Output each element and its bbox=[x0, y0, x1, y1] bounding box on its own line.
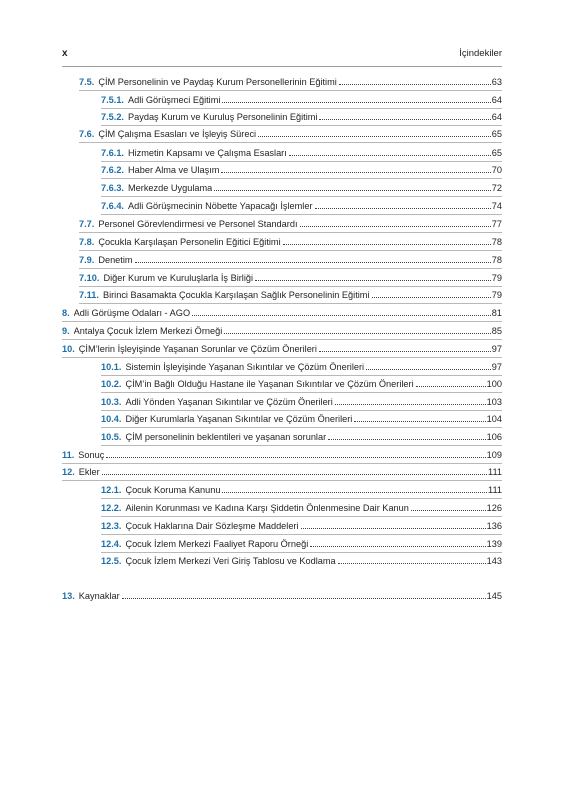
toc-entry[interactable] bbox=[101, 164, 502, 177]
toc-entry-number: 10. bbox=[62, 344, 75, 354]
toc-entry-number: 7.6.4. bbox=[101, 201, 124, 211]
toc-separator bbox=[101, 516, 502, 517]
toc-entry[interactable] bbox=[79, 272, 502, 285]
toc-entry-page: 65 bbox=[491, 148, 502, 158]
toc-entry-page: 106 bbox=[486, 432, 502, 442]
toc-separator bbox=[101, 410, 502, 411]
toc-separator bbox=[101, 427, 502, 428]
toc-entry[interactable] bbox=[101, 378, 502, 391]
toc-entry[interactable] bbox=[101, 431, 502, 444]
toc-entry-title: Antalya Çocuk İzlem Merkezi Örneği bbox=[73, 326, 223, 336]
toc-entry[interactable] bbox=[101, 538, 502, 551]
toc-entry-title: Çocuk Haklarına Dair Sözleşme Maddeleri bbox=[125, 521, 299, 531]
dot-leader bbox=[301, 528, 486, 529]
toc-entry-number: 12.3. bbox=[101, 521, 122, 531]
toc-entry-number: 7.8. bbox=[79, 237, 95, 247]
dot-leader bbox=[366, 369, 491, 370]
toc-entry-number: 12.2. bbox=[101, 503, 122, 513]
toc-entry[interactable] bbox=[79, 76, 502, 89]
toc-entry-number: 13. bbox=[62, 591, 75, 601]
dot-leader bbox=[335, 404, 486, 405]
toc-entry-title: Hizmetin Kapsamı ve Çalışma Esasları bbox=[128, 148, 287, 158]
toc-separator bbox=[101, 196, 502, 197]
dot-leader bbox=[214, 190, 491, 191]
toc-entry-number: 10.3. bbox=[101, 397, 122, 407]
toc-entry-page: 78 bbox=[491, 237, 502, 247]
toc-separator bbox=[62, 321, 502, 322]
toc-entry-number: 7.9. bbox=[79, 255, 95, 265]
dot-leader bbox=[354, 421, 485, 422]
toc-entry-number: 7.5.2. bbox=[101, 112, 124, 122]
toc-entry-number: 10.2. bbox=[101, 379, 122, 389]
toc-separator bbox=[62, 357, 502, 358]
toc-entry-number: 10.5. bbox=[101, 432, 122, 442]
toc-entry-number: 10.4. bbox=[101, 414, 122, 424]
toc-entry[interactable] bbox=[101, 111, 502, 124]
toc-entry[interactable] bbox=[101, 200, 502, 213]
dot-leader bbox=[289, 155, 491, 156]
toc-separator bbox=[101, 178, 502, 179]
toc-entry-number: 7.7. bbox=[79, 219, 95, 229]
toc-entry-title: ÇİM’in Bağlı Olduğu Hastane ile Yaşanan Sıkıntılar ve Çözüm Önerileri bbox=[125, 379, 414, 389]
toc-entry[interactable] bbox=[101, 396, 502, 409]
toc-separator bbox=[101, 108, 502, 109]
toc-separator bbox=[101, 534, 502, 535]
toc-entry-page: 81 bbox=[491, 308, 502, 318]
toc-entry-page: 78 bbox=[491, 255, 502, 265]
toc-entry[interactable] bbox=[62, 466, 502, 479]
toc-separator bbox=[79, 232, 502, 233]
dot-leader bbox=[315, 208, 491, 209]
toc-separator bbox=[79, 250, 502, 251]
toc-separator bbox=[101, 392, 502, 393]
dot-leader bbox=[106, 457, 485, 458]
toc-entry[interactable] bbox=[101, 502, 502, 515]
toc-entry-number: 7.6. bbox=[79, 129, 95, 139]
toc-entry[interactable] bbox=[101, 94, 502, 107]
toc-entry-number: 7.10. bbox=[79, 273, 100, 283]
toc-entry-page: 85 bbox=[491, 326, 502, 336]
toc-separator bbox=[79, 90, 502, 91]
toc-entry-page: 103 bbox=[486, 397, 502, 407]
toc-entry-title: ÇİM Personelinin ve Paydaş Kurum Personellerinin Eğitimi bbox=[98, 77, 337, 87]
toc-entry[interactable] bbox=[62, 325, 502, 338]
toc-entry-page: 145 bbox=[486, 591, 502, 601]
toc-entry-title: Kaynaklar bbox=[78, 591, 120, 601]
toc-entry-number: 11. bbox=[62, 450, 75, 460]
toc-entry-page: 65 bbox=[491, 129, 502, 139]
toc-entry-title: ÇİM Çalışma Esasları ve İşleyiş Süreci bbox=[98, 129, 257, 139]
toc-entry[interactable] bbox=[79, 236, 502, 249]
dot-leader bbox=[338, 563, 486, 564]
toc-entry-title: Personel Görevlendirmesi ve Personel Standardı bbox=[98, 219, 298, 229]
toc-entry-page: 139 bbox=[486, 539, 502, 549]
dot-leader bbox=[319, 351, 491, 352]
dot-leader bbox=[122, 598, 486, 599]
toc-entry-title: Paydaş Kurum ve Kuruluş Personelinin Eğitimi bbox=[128, 112, 318, 122]
toc-separator bbox=[101, 161, 502, 162]
toc-entry-title: Denetim bbox=[98, 255, 133, 265]
page-marker: x bbox=[62, 48, 68, 59]
toc-entry[interactable] bbox=[79, 289, 502, 302]
toc-entry-title: Adli Görüşmecinin Nöbette Yapacağı İşlemler bbox=[128, 201, 313, 211]
toc-entry-page: 111 bbox=[488, 467, 502, 477]
dot-leader bbox=[372, 297, 491, 298]
toc-entry-title: Diğer Kurum ve Kuruluşlarla İş Birliği bbox=[103, 273, 254, 283]
toc-entry-title: Ekler bbox=[78, 467, 100, 477]
toc-entry-title: Adli Yönden Yaşanan Sıkıntılar ve Çözüm Önerileri bbox=[125, 397, 333, 407]
section-title: İçindekiler bbox=[459, 48, 502, 59]
toc-entry[interactable] bbox=[101, 361, 502, 374]
dot-leader bbox=[224, 333, 491, 334]
toc-separator bbox=[79, 268, 502, 269]
toc-entry[interactable] bbox=[101, 147, 502, 160]
dot-leader bbox=[319, 119, 490, 120]
toc-entry-page: 143 bbox=[486, 556, 502, 566]
toc-entry-page: 72 bbox=[491, 183, 502, 193]
dot-leader bbox=[310, 546, 485, 547]
dot-leader bbox=[221, 172, 490, 173]
toc-entry-title: Çocuk İzlem Merkezi Veri Giriş Tablosu ve Kodlama bbox=[125, 556, 336, 566]
toc-entry[interactable] bbox=[79, 254, 502, 267]
toc-entry-number: 9. bbox=[62, 326, 70, 336]
dot-leader bbox=[102, 474, 487, 475]
toc-entry[interactable] bbox=[101, 520, 502, 533]
page-header bbox=[62, 48, 502, 64]
dot-leader bbox=[339, 84, 491, 85]
toc-entry-number: 7.6.3. bbox=[101, 183, 124, 193]
toc-separator bbox=[62, 339, 502, 340]
header-divider bbox=[62, 66, 502, 67]
toc-entry-page: 74 bbox=[491, 201, 502, 211]
toc-separator bbox=[62, 463, 502, 464]
toc-entry-title: Diğer Kurumlarla Yaşanan Sıkıntılar ve Çözüm Önerileri bbox=[125, 414, 353, 424]
toc-entry-page: 111 bbox=[488, 485, 502, 495]
toc-entry-page: 64 bbox=[491, 95, 502, 105]
toc-entry[interactable] bbox=[62, 590, 502, 603]
toc-entry-page: 104 bbox=[486, 414, 502, 424]
toc-entry[interactable] bbox=[79, 128, 502, 141]
dot-leader bbox=[258, 136, 491, 137]
dot-leader bbox=[135, 262, 491, 263]
toc-entry[interactable] bbox=[101, 413, 502, 426]
toc-entry-page: 70 bbox=[491, 165, 502, 175]
toc-entry-page: 97 bbox=[491, 344, 502, 354]
toc-entry-page: 79 bbox=[491, 290, 502, 300]
toc-separator bbox=[101, 445, 502, 446]
toc-separator bbox=[101, 498, 502, 499]
toc-entry-title: Sistemin İşleyişinde Yaşanan Sıkıntılar ve Çözüm Önerileri bbox=[125, 362, 365, 372]
dot-leader bbox=[283, 244, 491, 245]
toc-entry-number: 8. bbox=[62, 308, 70, 318]
toc-separator bbox=[101, 125, 502, 126]
toc-separator bbox=[79, 286, 502, 287]
toc-entry-number: 7.5.1. bbox=[101, 95, 124, 105]
toc-entry-page: 109 bbox=[486, 450, 502, 460]
toc-entry-page: 100 bbox=[486, 379, 502, 389]
toc-entry-title: Çocuk Koruma Kanunu bbox=[125, 485, 221, 495]
toc-entry-page: 79 bbox=[491, 273, 502, 283]
toc-entry-title: Çocuk İzlem Merkezi Faaliyet Raporu Örneği bbox=[125, 539, 309, 549]
toc-entry-page: 77 bbox=[491, 219, 502, 229]
toc-separator bbox=[101, 375, 502, 376]
dot-leader bbox=[328, 439, 486, 440]
toc-entry-number: 7.6.2. bbox=[101, 165, 124, 175]
toc-entry-title: Merkezde Uygulama bbox=[128, 183, 213, 193]
toc-entry[interactable] bbox=[101, 555, 502, 568]
dot-leader bbox=[416, 386, 486, 387]
dot-leader bbox=[222, 102, 490, 103]
toc-separator bbox=[62, 480, 502, 481]
toc-entry[interactable] bbox=[62, 307, 502, 320]
toc-entry-title: Sonuç bbox=[78, 450, 105, 460]
toc-entry-title: Ailenin Korunması ve Kadına Karşı Şiddetin Önlenmesine Dair Kanun bbox=[125, 503, 409, 513]
toc-entry-number: 10.1. bbox=[101, 362, 122, 372]
toc-entry-title: Adli Görüşmeci Eğitimi bbox=[128, 95, 221, 105]
toc-separator bbox=[79, 142, 502, 143]
toc-entry-title: Birinci Basamakta Çocukla Karşılaşan Sağlık Personelinin Eğitimi bbox=[102, 290, 370, 300]
toc-entry-page: 97 bbox=[491, 362, 502, 372]
dot-leader bbox=[222, 492, 487, 493]
toc-entry[interactable] bbox=[101, 182, 502, 195]
dot-leader bbox=[192, 315, 491, 316]
toc-entry-page: 63 bbox=[491, 77, 502, 87]
toc-entry-title: ÇİM’lerin İşleyişinde Yaşanan Sorunlar ve Çözüm Önerileri bbox=[78, 344, 317, 354]
toc-entry-title: ÇİM personelinin beklentileri ve yaşanan sorunlar bbox=[125, 432, 327, 442]
toc-entry[interactable] bbox=[101, 484, 502, 497]
toc-entry-number: 7.5. bbox=[79, 77, 95, 87]
toc-entry-number: 7.6.1. bbox=[101, 148, 124, 158]
toc-entry-number: 12. bbox=[62, 467, 75, 477]
toc-separator bbox=[101, 552, 502, 553]
toc-entry-number: 12.1. bbox=[101, 485, 122, 495]
toc-entry-page: 64 bbox=[491, 112, 502, 122]
toc-entry-title: Adli Görüşme Odaları - AGO bbox=[73, 308, 191, 318]
toc-separator bbox=[79, 303, 502, 304]
dot-leader bbox=[300, 226, 491, 227]
toc-entry-title: Çocukla Karşılaşan Personelin Eğitici Eğitimi bbox=[98, 237, 281, 247]
toc-entry[interactable] bbox=[62, 449, 502, 462]
toc-entry-page: 136 bbox=[486, 521, 502, 531]
toc-entry-page: 126 bbox=[486, 503, 502, 513]
toc-entry-title: Haber Alma ve Ulaşım bbox=[128, 165, 220, 175]
toc-entry-number: 12.4. bbox=[101, 539, 122, 549]
toc-entry[interactable] bbox=[79, 218, 502, 231]
toc-entry[interactable] bbox=[62, 343, 502, 356]
toc-separator bbox=[101, 214, 502, 215]
toc-entry-number: 7.11. bbox=[79, 290, 99, 300]
toc-entry-number: 12.5. bbox=[101, 556, 122, 566]
dot-leader bbox=[255, 280, 491, 281]
dot-leader bbox=[411, 510, 486, 511]
